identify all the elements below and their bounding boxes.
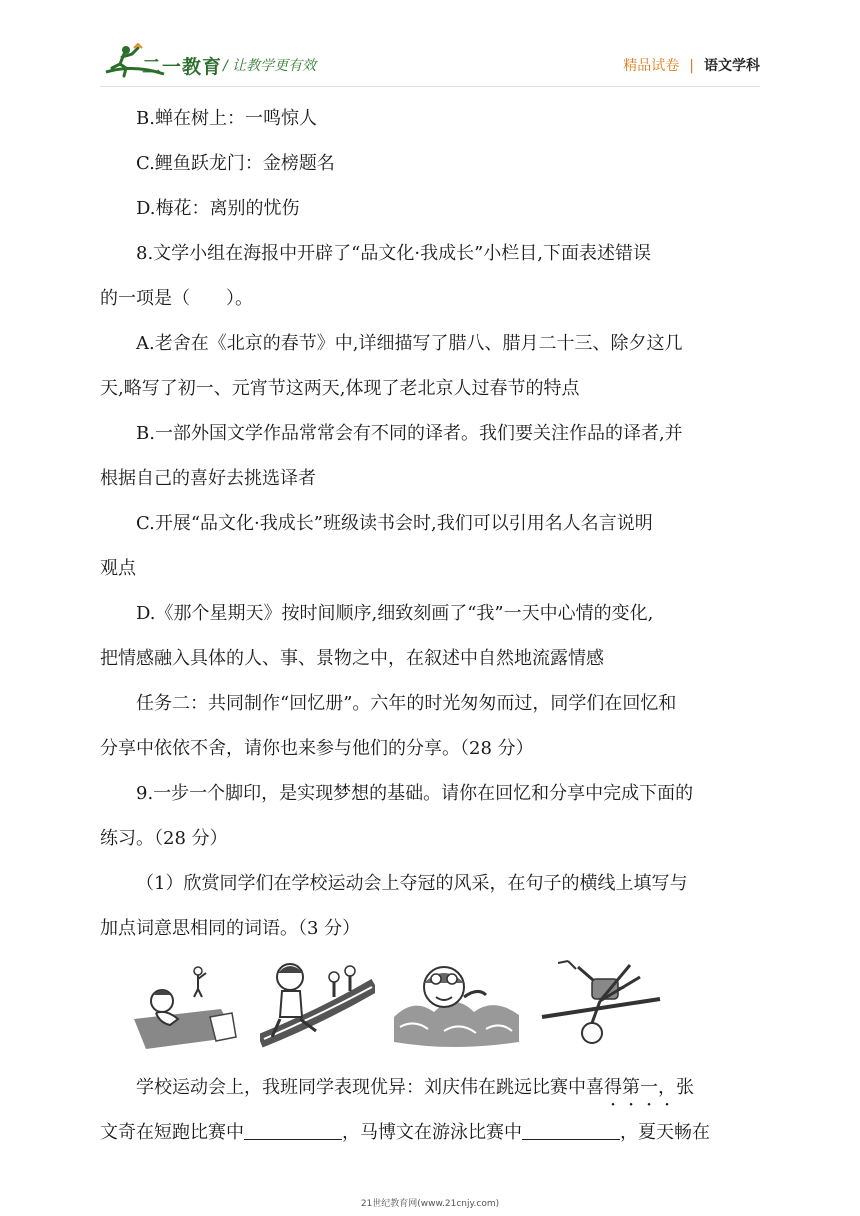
sprint-illustration — [260, 957, 375, 1057]
q8-option-c-cont: 观点 — [100, 558, 136, 579]
question-9-stem-cont: 练习。（28 分） — [100, 828, 228, 849]
dotted-char: 得 — [604, 1077, 622, 1098]
sports-illustrations — [126, 957, 764, 1059]
question-8-stem: 8.文学小组在海报中开辟了“品文化·我成长”小栏目,下面表述错误 — [136, 243, 652, 264]
q8-option-b-cont: 根据自己的喜好去挑选译者 — [100, 468, 316, 489]
dotted-char: 喜 — [586, 1077, 604, 1098]
option-c-carp: C.鲤鱼跃龙门：金榜题名 — [136, 153, 335, 174]
q9-part-1: （1）欣赏同学们在学校运动会上夺冠的风采，在句子的横线上填写与 — [136, 873, 688, 894]
header-label-subject: 语文学科 — [704, 58, 760, 74]
option-b-cicada: B.蝉在树上：一鸣惊人 — [136, 108, 317, 129]
fill-sentence-text-2: ，张 — [658, 1077, 694, 1098]
swimming-illustration — [394, 957, 519, 1057]
fill-sentence-text-1: 学校运动会上，我班同学表现优异：刘庆伟在跳远比赛中 — [136, 1077, 586, 1098]
page-footer: 21世纪教育网(www.21cnjy.com) — [360, 1199, 500, 1209]
q8-option-a: A.老舍在《北京的春节》中,详细描写了腊八、腊月二十三、除夕这几 — [136, 333, 683, 354]
q8-option-d-cont: 把情感融入具体的人、事、景物之中，在叙述中自然地流露情感 — [100, 648, 604, 669]
fill-sentence-line-2 — [100, 1110, 764, 1155]
header-divider — [100, 86, 760, 87]
q8-option-b: B.一部外国文学作品常常会有不同的译者。我们要关注作品的译者,并 — [136, 423, 683, 444]
task-2-intro-cont: 分享中依依不舍，请你也来参与他们的分享。（28 分） — [100, 738, 534, 759]
page-header — [0, 0, 860, 96]
high-jump-illustration — [538, 957, 663, 1057]
option-d-plum: D.梅花：离别的忧伤 — [136, 198, 300, 219]
fill-sentence-text-5: ，夏天畅在 — [620, 1122, 710, 1143]
fill-sentence-line-1 — [100, 1065, 764, 1110]
task-2-intro: 任务二：共同制作“回忆册”。六年的时光匆匆而过，同学们在回忆和 — [136, 693, 677, 714]
header-separator: | — [689, 58, 694, 74]
answer-blank-swim[interactable] — [522, 1121, 620, 1140]
question-8-stem-cont: 的一项是（ ）。 — [100, 288, 253, 309]
q9-part-1-cont: 加点词意思相同的词语。（3 分） — [100, 918, 361, 939]
fill-sentence-text-3: 文奇在短跑比赛中 — [100, 1122, 244, 1143]
dotted-char: 第 — [622, 1077, 640, 1098]
q8-option-a-cont: 天,略写了初一、元宵节这两天,体现了老北京人过春节的特点 — [100, 378, 580, 399]
brand-slogan: / 让教学更有效 — [223, 58, 317, 74]
long-jump-illustration — [126, 957, 241, 1057]
document-body — [100, 96, 764, 1155]
fill-sentence-text-4: ，马博文在游泳比赛中 — [342, 1122, 522, 1143]
header-label-premium: 精品试卷 — [623, 58, 680, 74]
header-subject — [623, 55, 760, 75]
question-9-stem: 9.一步一个脚印，是实现梦想的基础。请你在回忆和分享中完成下面的 — [136, 783, 694, 804]
answer-blank-sprint[interactable] — [244, 1121, 342, 1140]
brand-name: 二一教育 — [142, 56, 223, 78]
q8-option-d: D.《那个星期天》按时间顺序,细致刻画了“我”一天中心情的变化, — [136, 603, 654, 624]
q8-option-c: C.开展“品文化·我成长”班级读书会时,我们可以引用名人名言说明 — [136, 513, 653, 534]
dotted-char: 一 — [640, 1077, 658, 1098]
